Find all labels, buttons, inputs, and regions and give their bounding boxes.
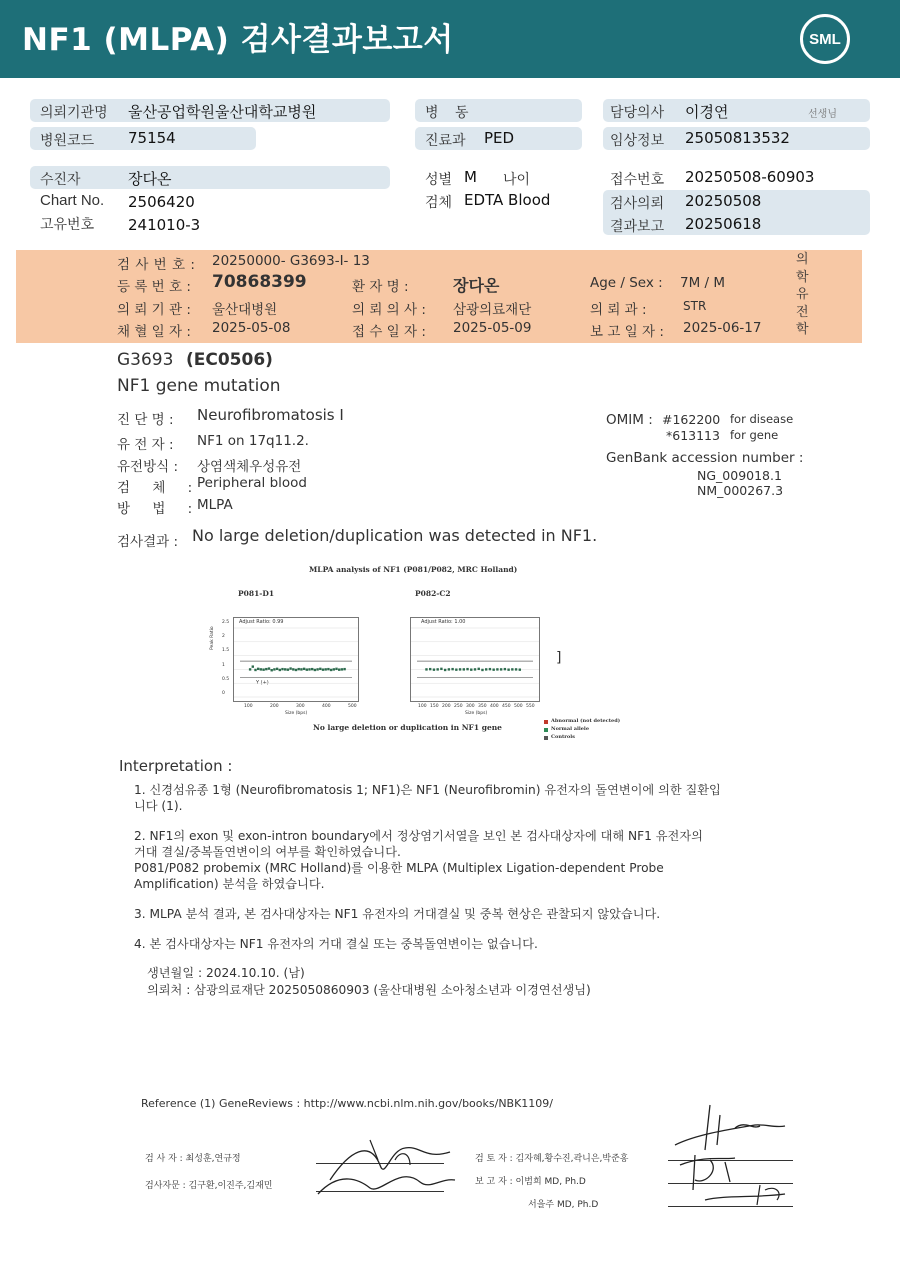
- data-point: [300, 668, 302, 670]
- inst-value: 울산대병원: [212, 302, 278, 318]
- vertical-char: 의: [796, 252, 809, 267]
- data-point: [470, 668, 472, 670]
- data-point: [429, 668, 431, 670]
- legend-swatch: [544, 736, 548, 740]
- data-point: [455, 668, 457, 670]
- report-header: [0, 0, 900, 78]
- doctor-label: 담당의사: [610, 105, 665, 121]
- method-value: MLPA: [197, 497, 233, 513]
- data-point: [289, 667, 291, 669]
- data-point: [271, 669, 273, 671]
- data-point: [511, 668, 513, 670]
- y-tick-label: 1: [222, 662, 225, 668]
- data-point: [489, 668, 491, 670]
- gene-label: 유 전 자 :: [117, 437, 174, 453]
- data-point: [341, 668, 343, 670]
- rep-label: 보 고 일 자 :: [590, 324, 664, 340]
- y-tick-label: 2.5: [222, 620, 230, 625]
- hospital-value: 울산공업학원울산대학교병원: [128, 103, 317, 121]
- data-point: [292, 668, 294, 670]
- data-point: [478, 668, 480, 670]
- data-point: [500, 668, 502, 670]
- referrer: 의뢰처 : 삼광의료재단 2025050860903 (울산대병원 소아청소년과 이경연선생님): [147, 983, 591, 997]
- data-point: [338, 668, 340, 670]
- legend-swatch: [544, 720, 548, 724]
- doctor-suffix: 선생님: [808, 109, 837, 120]
- diag-value: Neurofibromatosis I: [197, 406, 344, 424]
- inherit-label: 유전방식 :: [117, 459, 179, 475]
- x-tick-label: 350: [478, 704, 487, 709]
- reference: Reference (1) GeneReviews : http://www.ncbi.nlm.nih.gov/books/NBK1109/: [141, 1097, 554, 1110]
- omim1-value: #162200: [662, 412, 721, 427]
- doctor-value: 이경연: [685, 103, 729, 121]
- x-tick-label: 150: [430, 704, 439, 709]
- data-point: [281, 668, 283, 670]
- y-tick-label: 2: [222, 634, 225, 640]
- data-point: [507, 668, 509, 670]
- data-point: [330, 669, 332, 671]
- y-tick-label: 0.5: [222, 676, 230, 682]
- test-code: G3693: [117, 350, 174, 370]
- uid-label: 고유번호: [40, 217, 95, 233]
- data-point: [485, 668, 487, 670]
- sml-logo: SML: [800, 14, 850, 64]
- reg-value: 70868399: [212, 272, 307, 292]
- interp-heading: Interpretation :: [119, 757, 233, 775]
- age-label: 나이: [503, 172, 531, 188]
- y-tick-label: 1.5: [222, 648, 230, 654]
- chart-value: 2506420: [128, 193, 195, 211]
- data-point: [268, 667, 270, 669]
- reqdoc-value: 삼광의료재단: [453, 302, 532, 318]
- data-point: [440, 668, 442, 670]
- data-point: [254, 669, 256, 671]
- panel2-svg: [411, 618, 539, 701]
- y-marker-label: Y (+): [256, 680, 269, 686]
- sex-label: 성별: [425, 172, 453, 188]
- data-point: [463, 668, 465, 670]
- data-point: [451, 668, 453, 670]
- interp-p4: 4. 본 검사대상자는 NF1 유전자의 거대 결실 또는 중복돌연변이는 없습니다.: [134, 937, 538, 951]
- x-tick-label: 100: [244, 704, 253, 709]
- genbank-label: GenBank accession number :: [606, 450, 804, 466]
- spec-value: Peripheral blood: [197, 475, 307, 491]
- interp-p2d: Amplification) 분석을 하였습니다.: [134, 877, 325, 891]
- coll-value: 2025-05-08: [212, 320, 291, 336]
- test-name: NF1 gene mutation: [117, 376, 281, 396]
- data-point: [279, 669, 281, 671]
- x-axis-label-2: Size (bps): [465, 711, 488, 716]
- specimen-label: 검체: [425, 195, 453, 211]
- vertical-text: [796, 251, 812, 339]
- interp-p2b: 거대 결실/중복돌연변이의 여부를 확인하였습니다.: [134, 845, 401, 859]
- data-point: [496, 668, 498, 670]
- data-point: [436, 668, 438, 670]
- data-point: [306, 668, 308, 670]
- x-tick-label: 500: [514, 704, 523, 709]
- reg-label: 등 록 번 호 :: [117, 279, 191, 295]
- result-text: No large deletion/duplication was detected in NF1.: [192, 526, 598, 545]
- data-point: [298, 668, 300, 670]
- y-axis-label: Peak Ratio: [210, 626, 215, 650]
- legend-label: Abnormal (not detected): [551, 718, 621, 724]
- interp-p2a: 2. NF1의 exon 및 exon-intron boundary에서 정상염기서열을 보인 본 검사대상자에 대해 NF1 유전자의: [134, 829, 703, 843]
- result-label: 검사결과 :: [117, 534, 179, 550]
- data-point: [308, 668, 310, 670]
- reqdoc-label: 의 뢰 의 사 :: [352, 302, 426, 318]
- receipt-value: 20250508-60903: [685, 168, 815, 186]
- data-point: [325, 668, 327, 670]
- plot-panel1: [233, 617, 359, 702]
- chart-label: Chart No.: [40, 192, 105, 209]
- data-point: [303, 668, 305, 670]
- interp-p1b: 니다 (1).: [134, 799, 183, 813]
- x-axis-label-1: Size (bps): [285, 711, 308, 716]
- data-point: [504, 668, 506, 670]
- omim-label: OMIM :: [606, 412, 653, 428]
- data-point: [265, 668, 267, 670]
- data-point: [466, 668, 468, 670]
- vertical-char: 학: [796, 322, 809, 337]
- patient-value: 장다온: [128, 170, 172, 188]
- data-point: [276, 668, 278, 670]
- omim2-note: for gene: [730, 428, 779, 442]
- dept-label: 진료과: [425, 133, 466, 149]
- x-tick-label: 100: [418, 704, 427, 709]
- signature-left: [310, 1120, 460, 1200]
- specimen-value: EDTA Blood: [464, 191, 551, 209]
- agesex-label: Age / Sex :: [590, 275, 663, 291]
- inherit-value: 상염색체우성유전: [197, 459, 302, 475]
- genbank2: NM_000267.3: [697, 483, 784, 498]
- data-point: [295, 669, 297, 671]
- data-point: [474, 668, 476, 670]
- data-point: [433, 668, 435, 670]
- legend-label: Controls: [551, 734, 575, 740]
- data-point: [273, 668, 275, 670]
- rep-value: 2025-06-17: [683, 320, 762, 336]
- panel1-svg: [234, 618, 358, 701]
- interp-p1a: 1. 신경섬유종 1형 (Neurofibromatosis 1; NF1)은 NF1 (Neurofibromin) 유전자의 돌연변이에 의한 질환입: [134, 783, 721, 797]
- vertical-char: 유: [796, 287, 809, 302]
- x-tick-label: 200: [442, 704, 451, 709]
- reqdept-label: 의 뢰 과 :: [590, 302, 647, 318]
- result-date-label: 결과보고: [610, 219, 665, 235]
- data-point: [287, 668, 289, 670]
- x-tick-label: 450: [502, 704, 511, 709]
- data-point: [333, 668, 335, 670]
- panel2-title: P082-C2: [415, 589, 451, 598]
- ratio1-label: Adjust Ratio: 0.99: [239, 619, 284, 625]
- panel1-title: P081-D1: [238, 589, 275, 598]
- receipt-label: 접수번호: [610, 172, 665, 188]
- data-point: [311, 668, 313, 670]
- data-point: [519, 668, 521, 670]
- spec-label: 검 체 :: [117, 480, 193, 496]
- patient-label: 수진자: [40, 172, 81, 188]
- omim2-value: *613113: [666, 428, 720, 443]
- tester: 검 사 자 : 최성훈,연규정: [145, 1154, 241, 1164]
- sex-value: M: [464, 168, 477, 186]
- data-point: [327, 668, 329, 670]
- advisor: 검사자문 : 김구환,이진주,김재민: [145, 1181, 273, 1191]
- patient-bar: [30, 166, 390, 189]
- recv-label: 접 수 일 자 :: [352, 324, 426, 340]
- bracket-mark: ]: [556, 650, 562, 666]
- vertical-char: 학: [796, 269, 809, 285]
- vertical-char: 전: [796, 304, 809, 320]
- code-label: 병원코드: [40, 133, 95, 149]
- data-point: [322, 668, 324, 670]
- data-point: [252, 665, 254, 667]
- chart-title: MLPA analysis of NF1 (P081/P082, MRC Holland): [309, 565, 518, 574]
- dept-value: PED: [484, 129, 515, 147]
- x-tick-label: 400: [322, 704, 331, 709]
- data-point: [459, 668, 461, 670]
- request-label: 검사의뢰: [610, 196, 665, 212]
- report-title: NF1 (MLPA) 검사결과보고서: [22, 22, 454, 58]
- agesex-value: 7M / M: [680, 275, 726, 291]
- dob: 생년월일 : 2024.10.10. (남): [147, 966, 305, 980]
- diag-label: 진 단 명 :: [117, 412, 174, 428]
- legend-swatch: [544, 728, 548, 732]
- inst-label: 의 뢰 기 관 :: [117, 302, 191, 318]
- reporter: 보 고 자 : 이범희 MD, Ph.D: [475, 1177, 586, 1187]
- request-value: 20250508: [685, 192, 762, 210]
- test-code-paren: (EC0506): [186, 350, 273, 370]
- interp-p3: 3. MLPA 분석 결과, 본 검사대상자는 NF1 유전자의 거대결실 및 중복 현상은 관찰되지 않았습니다.: [134, 907, 661, 921]
- data-point: [335, 668, 337, 670]
- data-point: [492, 668, 494, 670]
- x-tick-label: 300: [466, 704, 475, 709]
- hospital-label: 의뢰기관명: [40, 105, 108, 121]
- x-tick-label: 550: [526, 704, 535, 709]
- gene-value: NF1 on 17q11.2.: [197, 433, 309, 449]
- test-no-label: 검 사 번 호 :: [117, 257, 196, 273]
- signature-right: [665, 1100, 805, 1210]
- ward-label: 병 동: [425, 105, 475, 121]
- method-label: 방 법 :: [117, 501, 193, 517]
- data-point: [319, 668, 321, 670]
- legend-label: Normal allele: [551, 726, 590, 732]
- y-tick-label: 0: [222, 691, 225, 696]
- clinical-label: 임상정보: [610, 133, 665, 149]
- reviewer: 검 토 자 : 김자혜,황수진,곽니은,박준홍: [475, 1154, 629, 1164]
- test-no-value: 20250000- G3693-I- 13: [212, 253, 370, 269]
- omim1-note: for disease: [730, 412, 794, 426]
- data-point: [343, 668, 345, 670]
- data-point: [444, 669, 446, 671]
- data-point: [481, 669, 483, 671]
- data-point: [249, 668, 251, 670]
- ratio2-label: Adjust Ratio: 1.00: [421, 619, 466, 625]
- result-date-value: 20250618: [685, 215, 762, 233]
- x-tick-label: 250: [454, 704, 463, 709]
- clinical-value: 25050813532: [685, 129, 790, 147]
- data-point: [316, 668, 318, 670]
- plot-panel2: [410, 617, 540, 702]
- x-tick-label: 200: [270, 704, 279, 709]
- data-point: [448, 668, 450, 670]
- data-point: [314, 669, 316, 671]
- chart-caption: No large deletion or duplication in NF1 gene: [313, 723, 502, 732]
- interp-p2c: P081/P082 probemix (MRC Holland)를 이용한 MLPA (Multiplex Ligation-dependent Probe: [134, 861, 664, 875]
- genbank1: NG_009018.1: [697, 468, 782, 483]
- x-tick-label: 400: [490, 704, 499, 709]
- data-point: [284, 668, 286, 670]
- data-point: [257, 668, 259, 670]
- pname-value: 장다온: [453, 276, 500, 295]
- data-point: [260, 668, 262, 670]
- data-point: [515, 668, 517, 670]
- code-value: 75154: [128, 129, 176, 147]
- data-point: [425, 668, 427, 670]
- uid-value: 241010-3: [128, 216, 201, 234]
- reqdept-value: STR: [683, 299, 707, 313]
- pname-label: 환 자 명 :: [352, 279, 409, 295]
- recv-value: 2025-05-09: [453, 320, 532, 336]
- x-tick-label: 500: [348, 704, 357, 709]
- reporter2: 서을주 MD, Ph.D: [528, 1200, 599, 1210]
- data-point: [262, 668, 264, 670]
- coll-label: 채 혈 일 자 :: [117, 324, 191, 340]
- x-tick-label: 300: [296, 704, 305, 709]
